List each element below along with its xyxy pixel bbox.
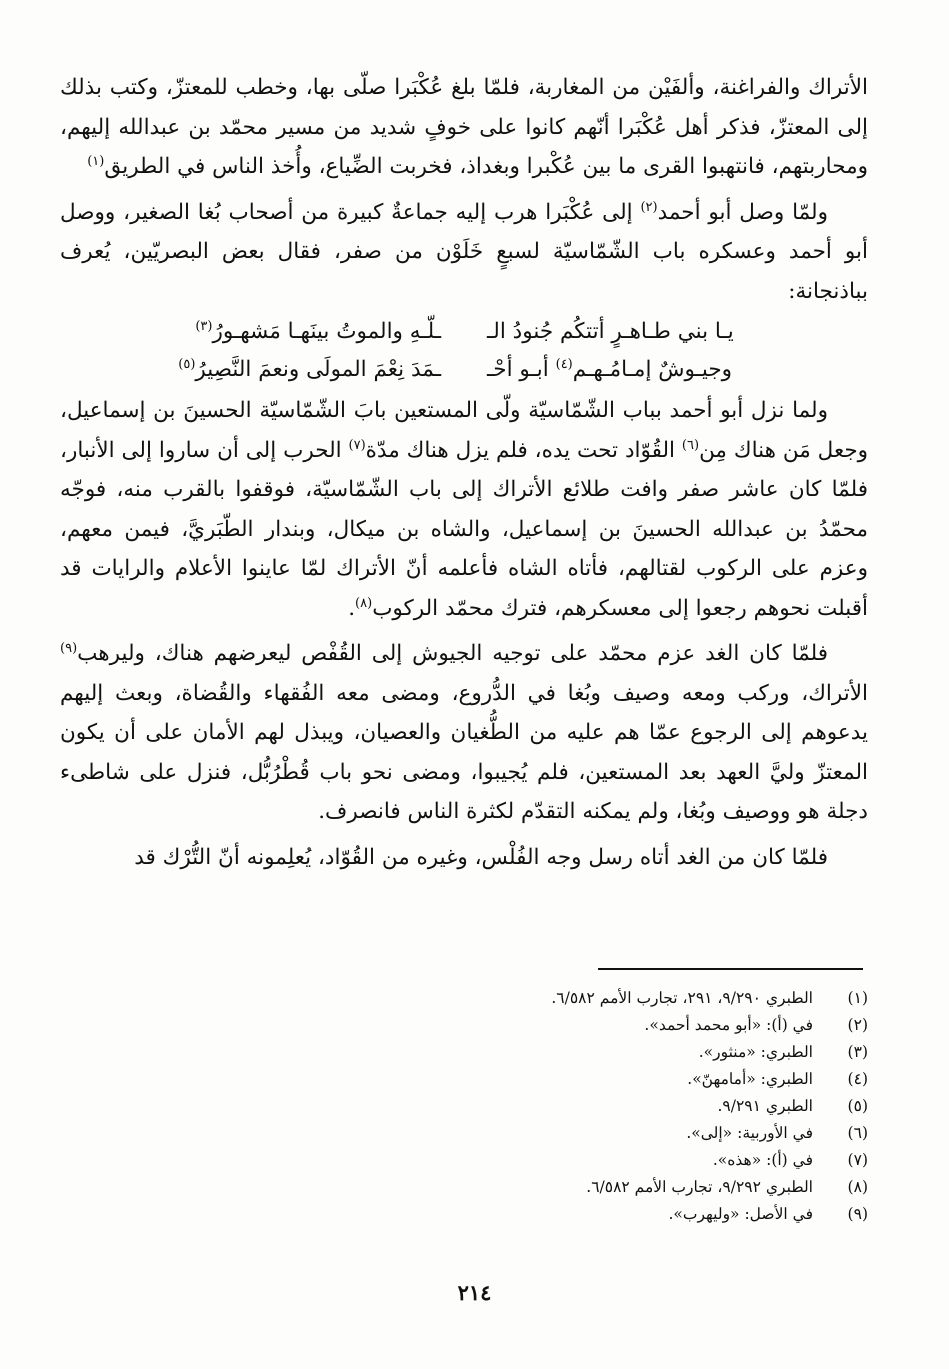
verse-1-first-text: يـا بني طـاهـرٍ أتتكُم جُنودُ الـ: [487, 319, 734, 344]
footnote-number: (١): [847, 989, 868, 1007]
paragraph-5: [60, 838, 868, 878]
footnote: [60, 1093, 868, 1120]
footnote: [60, 1012, 868, 1039]
verse-2-first-text-b: أبـو أحْـ: [487, 357, 556, 382]
verse-1-second-hemistich: [111, 313, 441, 351]
verse-2-second-hemistich: [111, 351, 441, 389]
paragraph-5-text: فلمّا كان من الغد أتاه رسل وجه الفُلْس، وغيره من القُوّاد، يُعلِمونه أنّ التُّرْك قد: [134, 844, 828, 870]
footnote-text: الطبري ٩/٢٩٢، تجارب الأمم ٦/٥٨٢.: [586, 1178, 813, 1196]
footnote: [60, 1174, 868, 1201]
footnote-ref-4[interactable]: (٤): [555, 356, 573, 372]
paragraph-3-text-c: الحرب إلى أن ساروا إلى الأنبار، فلمّا كان عاشر صفر وافت طلائع الأتراك إلى باب الشّمّاسيّة، فوقفوا بالقرب منه، فوجّه محمّدُ بن عبدالله الحسينَ بن إسماعيل، والشاه بن ميكال، وبندار الطّبَريَّ، فيمن معهم، وعزم على الركوب لقتالهم، فأتاه الشاه فأعلمه أنّ الأتراك لمّا عاينوا الأعلام والرايات قد أقبلت نحوهم رجعوا إلى معسكرهم، فترك محمّد الركوب: [60, 437, 868, 621]
footnote-number: (٣): [847, 1043, 868, 1061]
paragraph-3-text-a: ولما نزل أبو أحمد بباب الشّمّاسيّة ولّى المستعين بابَ الشّمّاسيّة الحسينَ بن إسماعيل، وجعل مَن هناك مِن: [60, 398, 868, 463]
paragraph-3: ولما نزل أبو أحمد بباب الشّمّاسيّة ولّى المستعين بابَ الشّمّاسيّة الحسينَ بن إسماعيل، وجعل مَن هناك مِن$^{(٦)}$ القُوّاد تحت يده، فلم يزل هناك مدّة$^{(٧)}$ الحرب إلى أن ساروا إلى الأنبار، فلمّا كان عاشر صفر وافت طلائع الأتراك إلى باب الشّمّاسيّة، فوقفوا بالقرب منه، فوجّه محمّدُ بن عبدالله الحسينَ بن إسماعيل، والشاه بن ميكال، وبندار الطّبَريَّ، فيمن معهم، وعزم على الركوب لقتالهم، فأتاه الشاه فأعلمه أنّ الأتراك لمّا عاينوا الأعلام والرايات قد أقبلت نحوهم رجعوا إلى معسكرهم، فترك محمّد الركوب$^{(٨)}$.: [60, 398, 868, 621]
footnote: [60, 1120, 868, 1147]
paragraph-1: [60, 68, 868, 187]
footnote: [60, 1201, 868, 1228]
footnote-text: في (أ): «هذه».: [712, 1151, 813, 1169]
footnote-number: (٢): [847, 1016, 868, 1034]
main-text: [60, 68, 868, 877]
footnote-text: الطبري: «أمامهنّ».: [687, 1070, 813, 1088]
footnote-number: (٨): [847, 1178, 868, 1196]
paragraph-4: [60, 634, 868, 832]
paragraph-2-text-a: ولمّا وصل أبو أحمد: [657, 199, 828, 225]
footnote: [60, 1066, 868, 1093]
footnote-ref-1[interactable]: (١): [87, 153, 105, 169]
paragraph-1-text: الأتراك والفراغنة، وألفَيْن من المغاربة، فلمّا بلغ عُكْبَرا صلّى بها، وخطب للمعتزّ، وكتب بذلك إلى المعتزّ، فذكر أهل عُكْبَرا أنّهم كانوا على خوفٍ شديد من مسير محمّد بن عبدالله إليهم، ومحاربتهم، فانتهبوا القرى ما بين عُكْبرا وبغداذ، فخربت الضِّياع، وأُخذ الناس في الطريق: [60, 75, 868, 179]
footnote-text: الطبري ٩/٢٩٠، ٢٩١، تجارب الأمم ٦/٥٨٢.: [551, 989, 813, 1007]
footnote-ref-9[interactable]: (٩): [60, 640, 78, 656]
verse-1-first-hemistich: [487, 313, 817, 351]
verse-2: [60, 351, 868, 389]
verse-2-second-text: ـمَدَ نِعْمَ المولَى ونعمَ النَّصِيرُ: [195, 357, 441, 382]
footnote-ref-6[interactable]: (٦): [681, 437, 700, 453]
verse-1: [60, 313, 868, 351]
verse-2-first-hemistich: [487, 351, 817, 389]
footnote-text: في الأوربية: «إلى».: [686, 1124, 813, 1142]
footnote-number: (٧): [847, 1151, 868, 1169]
footnote-separator: [598, 968, 863, 970]
paragraph-4-text-a: فلمّا كان الغد عزم محمّد على توجيه الجيوش إلى القُفْص ليعرضهم هناك، وليرهب: [77, 641, 828, 666]
footnote-ref-5[interactable]: (٥): [178, 356, 196, 372]
paragraph-2-text-b: إلى عُكْبَرا هرب إليه جماعةٌ كبيرة من أصحاب بُغا الصغير، ووصل أبو أحمد وعسكره باب الشّمّاسيّة لسبعٍ خَلَوْن من صفر، فقال بعض البصريّين، يُعرف بباذنجانة:: [60, 199, 868, 304]
footnote: [60, 1147, 868, 1174]
footnote-text: الطبري: «منثور».: [698, 1043, 813, 1061]
footnote-number: (٦): [847, 1124, 868, 1142]
footnote-ref-3[interactable]: (٣): [195, 318, 213, 334]
paragraph-3-text-b: القُوّاد تحت يده، فلم يزل هناك مدّة: [365, 437, 682, 463]
footnotes: [60, 985, 868, 1228]
paragraph-4-text-b: الأتراك، وركب ومعه وصيف وبُغا في الدُّروع، ومضى معه الفُقهاء والقُضاة، وبعث إليهم يدعوهم إلى الرجوع عمّا هم عليه من الطُّغيان والعصيان، ويبذل لهم الأمان على أن يكون المعتزّ وليَّ العهد بعد المستعين، فلم يُجيبوا، ومضى نحو باب قُطْرُبُّل، فنزل على شاطىء دجلة هو ووصيف وبُغا، ولم يمكنه التقدّم لكثرة الناس فانصرف.: [60, 680, 868, 824]
paragraph-2: [60, 193, 868, 312]
footnote: [60, 985, 868, 1012]
poem: [60, 313, 868, 389]
footnote-ref-2[interactable]: (٢): [640, 199, 658, 215]
footnote-text: الطبري ٩/٢٩١.: [717, 1097, 813, 1115]
footnote-number: (٥): [847, 1097, 868, 1115]
footnote: [60, 1039, 868, 1066]
footnote-text: في (أ): «أبو محمد أحمد».: [644, 1016, 813, 1034]
page-number: ٢١٤: [457, 1280, 492, 1305]
footnote-text: في الأصل: «وليهرب».: [668, 1205, 813, 1223]
verse-2-first-text-a: وجيـوشٌ إمـامُـهـم: [572, 357, 733, 382]
footnote-ref-7[interactable]: (٧): [348, 437, 366, 453]
footnote-number: (٤): [847, 1070, 868, 1088]
footnote-number: (٩): [847, 1205, 868, 1223]
footnote-ref-8[interactable]: (٨): [355, 595, 373, 611]
verse-1-second-text: ـلّـهِ والموتُ بينَهـا مَشهـورُ: [212, 319, 441, 344]
